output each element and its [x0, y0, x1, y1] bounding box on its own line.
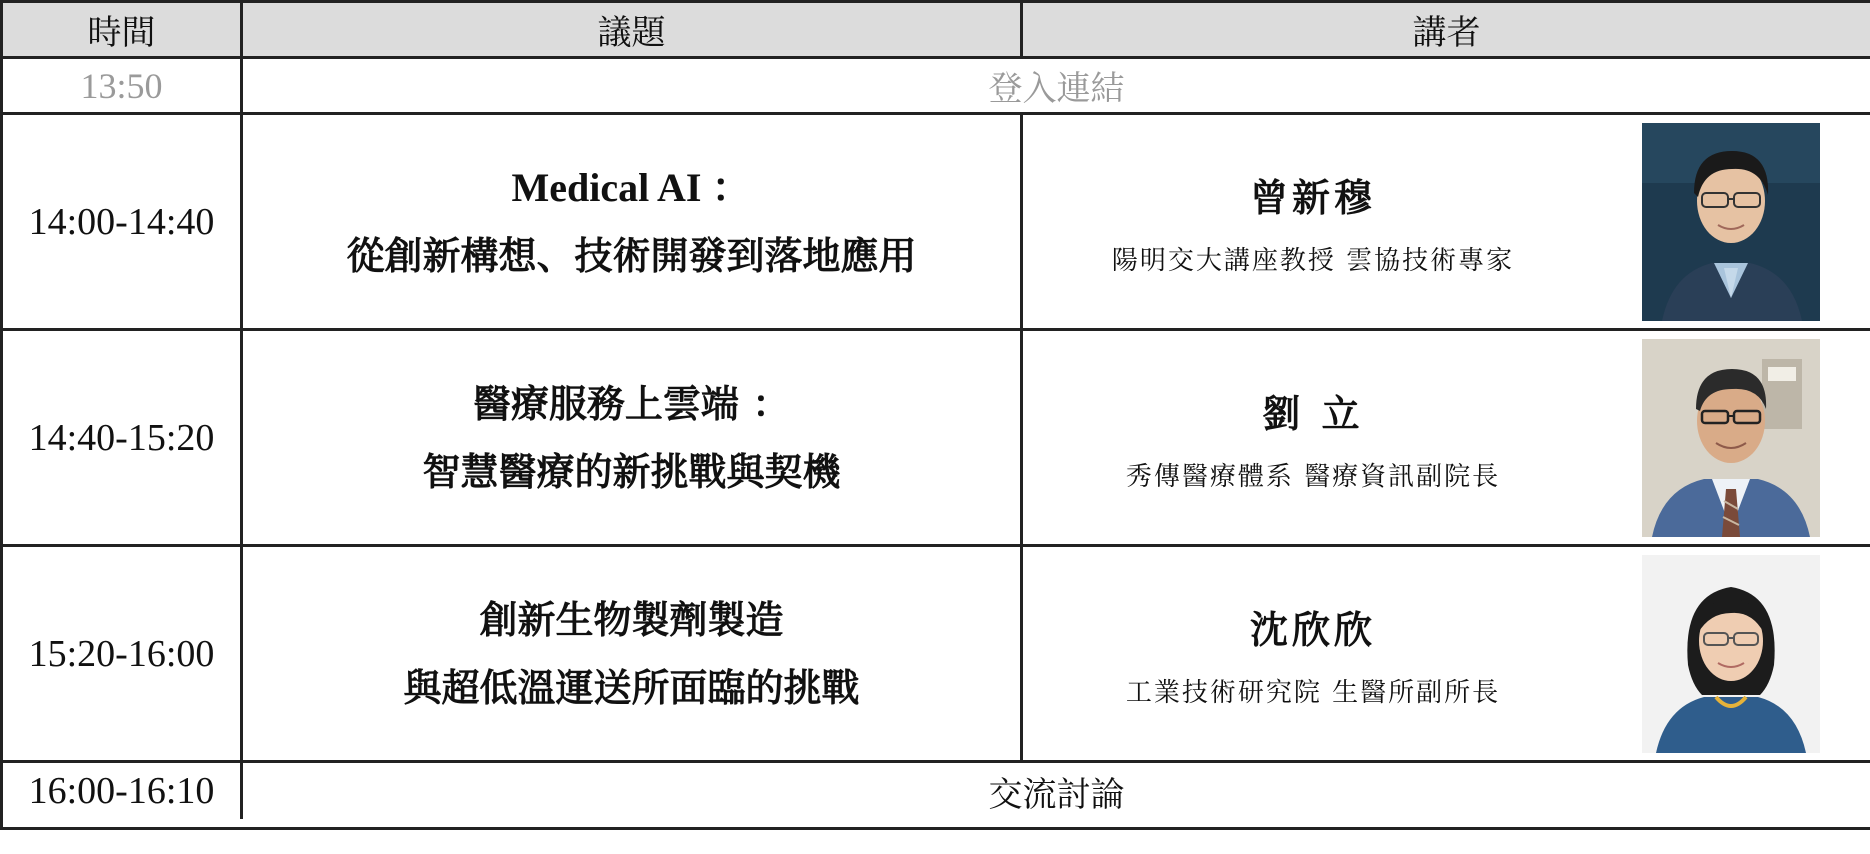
- topic-title-line2: 與超低溫運送所面臨的挑戰: [403, 664, 860, 710]
- row-time: 13:50: [3, 59, 243, 115]
- speaker-title: 秀傳醫療體系 醫療資訊副院長: [1125, 461, 1501, 492]
- speaker-photo-image: [1642, 555, 1820, 753]
- topic-cell: [243, 331, 1023, 547]
- speaker-info: [1023, 599, 1603, 709]
- topic-cell: [243, 547, 1023, 763]
- discussion-label: 交流討論: [243, 763, 1870, 819]
- row-time: 14:40-15:20: [3, 331, 243, 547]
- row-time: 14:00-14:40: [3, 115, 243, 331]
- speaker-name: 劉 立: [1262, 390, 1364, 436]
- speaker-photo-image: [1642, 123, 1820, 321]
- topic-title-line2: 從創新構想、技術開發到落地應用: [346, 232, 917, 278]
- speaker-info: [1023, 383, 1603, 493]
- speaker-title: 陽明交大講座教授 雲協技術專家: [1111, 245, 1515, 276]
- speaker-photo: [1642, 339, 1820, 537]
- speaker-cell: [1023, 331, 1870, 547]
- topic-title-line1: 醫療服務上雲端 ：: [472, 380, 791, 426]
- speaker-photo: [1642, 123, 1820, 321]
- speaker-cell: [1023, 115, 1870, 331]
- row-time: 15:20-16:00: [3, 547, 243, 763]
- speaker-photo-image: [1642, 339, 1820, 537]
- topic-title-line2: 智慧醫療的新挑戰與契機: [422, 448, 841, 494]
- topic-title-line1: 創新生物製劑製造: [479, 596, 784, 642]
- row-time: 16:00-16:10: [3, 763, 243, 819]
- speaker-photo: [1642, 555, 1820, 753]
- header-time: 時間: [3, 3, 243, 59]
- speaker-cell: [1023, 547, 1870, 763]
- header-speaker: 講者: [1023, 3, 1870, 59]
- topic-cell: [243, 115, 1023, 331]
- login-link[interactable]: 登入連結: [243, 59, 1870, 115]
- speaker-name: 沈欣欣: [1249, 606, 1376, 652]
- speaker-name: 曾新穆: [1249, 174, 1376, 220]
- header-topic: 議題: [243, 3, 1023, 59]
- speaker-title: 工業技術研究院 生醫所副所長: [1125, 677, 1501, 708]
- topic-title-line1: Medical AI ：: [511, 164, 752, 210]
- speaker-info: [1023, 167, 1603, 277]
